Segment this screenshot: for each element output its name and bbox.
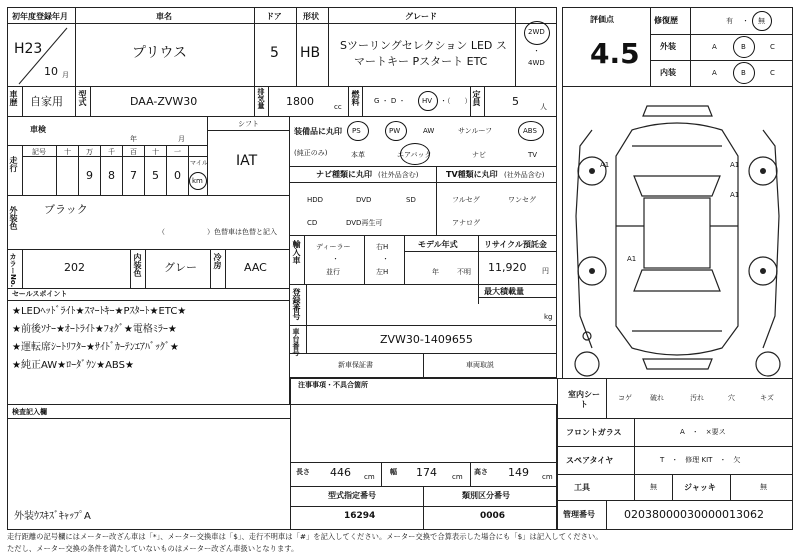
mark-3: A1 (730, 191, 740, 199)
score-value: 4.5 (590, 37, 640, 70)
inspection-month: 月 (178, 135, 185, 143)
max-load-label: 最大積載量 (484, 287, 524, 296)
mgmt-value: 02038000030000013062 (624, 508, 764, 521)
drive-dot: ・ (533, 47, 540, 55)
car-name: プリウス (132, 45, 188, 61)
jack-value: 無 (760, 483, 767, 491)
length-label: 長さ (296, 468, 310, 476)
equip-tv: TV (528, 151, 538, 159)
import-dot-1: ・ (332, 255, 339, 263)
interior-color-value: グレー (164, 261, 197, 274)
shape-label: 形状 (303, 12, 319, 21)
spare-label: スペアタイヤ (566, 456, 614, 465)
place-3: 百 (130, 148, 137, 156)
place-0: 十 (64, 148, 71, 156)
nav-sd: SD (406, 196, 416, 204)
import-parallel: 並行 (326, 268, 340, 276)
usage-label: 車歴 (9, 90, 18, 106)
score-label: 評価点 (590, 15, 614, 24)
mark-4: A1 (627, 255, 637, 263)
sheet-scratch: キズ (760, 394, 774, 402)
sheet-burn: コゲ (618, 394, 632, 402)
type-no-value: 16294 (344, 511, 376, 521)
car-diagram (562, 86, 793, 379)
tv-sub: (社外品含む) (504, 171, 545, 179)
digit-3: 5 (152, 169, 159, 182)
width-value: 174 (416, 466, 437, 479)
place-4: 十 (152, 148, 159, 156)
color-note: （ ）色替車は色替と記入 (158, 228, 277, 236)
footer-line-1: 走行距離の記号欄にはメーター改ざん車は「*」、メーター交換車は「$」、走行不明車は「#」を記入してください。メーター交換で合算表示した場合にも「$」は記入してください。 (7, 532, 603, 541)
digit-1: 8 (108, 169, 115, 182)
sales-line-3: ★運転席ｼｰﾄﾘﾌﾀｰ★ｻｲﾄﾞｶｰﾃﾝｴｱﾊﾞｯｸﾞ★ (12, 342, 179, 353)
nav-cd: CD (307, 219, 318, 227)
equip-leather: 本革 (351, 151, 365, 159)
shift-label: シフト (238, 120, 259, 128)
first-reg-year: H23 (14, 41, 43, 57)
model-year-value: 不明 (457, 268, 471, 276)
color-no-value: 202 (64, 261, 85, 274)
drive-4wd: 4WD (528, 59, 545, 67)
height-label: 高さ (474, 468, 488, 476)
mileage-symbol-label: 記号 (32, 148, 46, 156)
inspection-year: 年 (130, 135, 137, 143)
import-label: 輸入車 (292, 240, 301, 264)
sales-line-4: ★純正AW★ﾛｰﾀﾞｳﾝ★ABS★ (12, 360, 134, 371)
tv-oneseg: ワンセグ (508, 196, 536, 204)
import-right-h: 右H (376, 243, 389, 251)
doors-value: 5 (270, 45, 279, 61)
shape-value: HB (300, 45, 321, 61)
notes-label: 注事事項・不具合箇所 (298, 381, 368, 389)
import-dot-2: ・ (382, 255, 389, 263)
equipment-sub: (純正のみ) (294, 149, 328, 157)
interior-c: C (770, 69, 775, 77)
mgmt-label: 管理番号 (563, 510, 595, 519)
width-unit: cm (452, 473, 463, 481)
equip-sunroof: サンルーフ (458, 127, 493, 135)
nav-dvd: DVD (356, 196, 372, 204)
model-year-label: モデル年式 (418, 240, 458, 249)
cc-unit: cc (334, 103, 342, 111)
digit-4: 0 (174, 169, 181, 182)
repair-label: 修復歴 (654, 16, 678, 25)
manual-label: 車両取説 (466, 361, 494, 369)
sales-line-1: ★LEDﾍｯﾄﾞﾗｲﾄ★ｽﾏｰﾄｷｰ★Pｽﾀｰﾄ★ETC★ (12, 306, 187, 317)
inspector-note: 外装ｳｽｷｽﾞｷｬｯﾌﾟA (14, 511, 91, 522)
jack-label: ジャッキ (684, 483, 716, 492)
ac-label: 冷房 (213, 253, 222, 269)
kg-unit: kg (544, 313, 553, 321)
fuel-options: G ・ D ・ (374, 97, 406, 105)
color-label: 外装色 (9, 206, 18, 230)
inspector-label: 検査記入欄 (12, 408, 47, 416)
model-year-year: 年 (432, 268, 439, 276)
footer-line-2: ただし、メーター交換の条件を満たしていないものはメーター改ざん車扱いとなります。 (7, 544, 299, 553)
equipment-label: 装備品に丸印 (294, 127, 342, 136)
usage-value: 自家用 (30, 95, 63, 108)
chassis-value: ZVW30-1409655 (380, 333, 473, 346)
fuel-hv: HV (422, 97, 433, 105)
spare-value: T ・ 修理 KIT ・ 欠 (660, 456, 741, 464)
sheet-dirt: 汚れ (690, 394, 704, 402)
tools-value: 無 (650, 483, 657, 491)
mileage-label: 走行 (9, 156, 18, 172)
exterior-b: B (741, 43, 746, 51)
displacement-label: 排気量 (257, 88, 265, 109)
tv-fullseg: フルセグ (452, 196, 480, 204)
equip-navi: ナビ (472, 151, 486, 159)
place-1: 万 (86, 148, 93, 156)
warranty-label: 新車保証書 (338, 361, 373, 369)
equip-aw: AW (423, 127, 435, 135)
sales-line-2: ★前後ｿﾅｰ★ｵｰﾄﾗｲﾄ★ﾌｫｸﾞ★電格ﾐﾗｰ★ (12, 324, 177, 335)
import-left-h: 左H (376, 268, 389, 276)
digit-0: 9 (86, 169, 93, 182)
nav-label: ナビ種類に丸印 (316, 170, 372, 179)
color-no-label: カラーNo. (9, 253, 17, 288)
inspection-label: 車検 (30, 125, 46, 134)
capacity-unit: 人 (540, 103, 547, 111)
mile-label: マイル (190, 160, 208, 167)
nav-sub: (社外品含む) (378, 171, 419, 179)
repair-yes: 有 (726, 17, 733, 25)
color-value: ブラック (44, 203, 88, 216)
grade-line-2: マートキー Pスタート ETC (354, 55, 488, 68)
equip-abs: ABS (523, 127, 537, 135)
tools-label: 工具 (574, 483, 590, 492)
chassis-label: 車台番号 (292, 328, 300, 356)
fuel-paren: ・（ ） (440, 97, 472, 105)
recycle-value: 11,920 (488, 261, 527, 274)
nav-hdd: HDD (307, 196, 324, 204)
repair-no: 無 (758, 17, 765, 25)
interior-b: B (741, 69, 746, 77)
length-unit: cm (364, 473, 375, 481)
sheet-hole: 穴 (728, 394, 735, 402)
interior-label: 内装 (660, 68, 676, 77)
capacity-value: 5 (512, 95, 519, 108)
equip-airbag: エアバック (397, 151, 432, 159)
tv-label: TV種類に丸印 (446, 170, 498, 179)
reg-no-label: 登録番号 (292, 288, 301, 320)
nav-dvd-play: DVD再生可 (346, 219, 383, 227)
ac-value: AAC (244, 261, 267, 274)
width-label: 幅 (390, 468, 397, 476)
exterior-c: C (770, 43, 775, 51)
windshield-value: A ・ ×要ス (680, 428, 726, 436)
type-no-label: 型式指定番号 (328, 491, 376, 500)
doors-label: ドア (266, 12, 282, 21)
interior-color-label: 内装色 (133, 253, 142, 277)
tv-analog: アナログ (452, 219, 480, 227)
height-unit: cm (542, 473, 553, 481)
month-unit: 月 (62, 71, 69, 79)
recycle-label: リサイクル預託金 (484, 240, 547, 249)
class-no-label: 類別区分番号 (462, 491, 510, 500)
grade-label: グレード (405, 12, 437, 21)
place-2: 千 (108, 148, 115, 156)
model-label: 型式 (78, 90, 87, 106)
car-name-label: 車名 (156, 12, 172, 21)
equip-pw: PW (389, 127, 401, 135)
model-value: DAA-ZVW30 (130, 95, 198, 108)
first-reg-month: 10 (44, 65, 58, 78)
first-reg-label: 初年度登録年月 (12, 12, 68, 21)
recycle-unit: 円 (542, 267, 549, 275)
height-value: 149 (508, 466, 529, 479)
place-5: 一 (174, 148, 181, 156)
import-dealer: ディーラー (316, 243, 351, 251)
exterior-a: A (712, 43, 717, 51)
displacement-value: 1800 (286, 95, 314, 108)
interior-a: A (712, 69, 717, 77)
capacity-label: 定員 (472, 90, 481, 106)
length-value: 446 (330, 466, 351, 479)
digit-2: 7 (130, 169, 137, 182)
windshield-label: フロントガラス (566, 428, 622, 437)
shift-value: IAT (236, 153, 258, 169)
mark-2: A1 (600, 161, 610, 169)
sales-point-label: セールスポイント (12, 290, 68, 298)
sheet-tear: 破れ (650, 394, 664, 402)
fuel-label: 燃料 (351, 90, 360, 106)
km-label: km (192, 177, 203, 185)
interior-sheet-label: 室内シート (568, 390, 600, 409)
repair-dot: ・ (742, 17, 749, 25)
mark-1: A1 (730, 161, 740, 169)
equip-ps: PS (352, 127, 361, 135)
exterior-label: 外装 (660, 42, 676, 51)
class-no-value: 0006 (480, 511, 506, 521)
drive-2wd: 2WD (528, 28, 545, 36)
grade-line-1: Sツーリングセレクション LED ス (340, 39, 507, 52)
